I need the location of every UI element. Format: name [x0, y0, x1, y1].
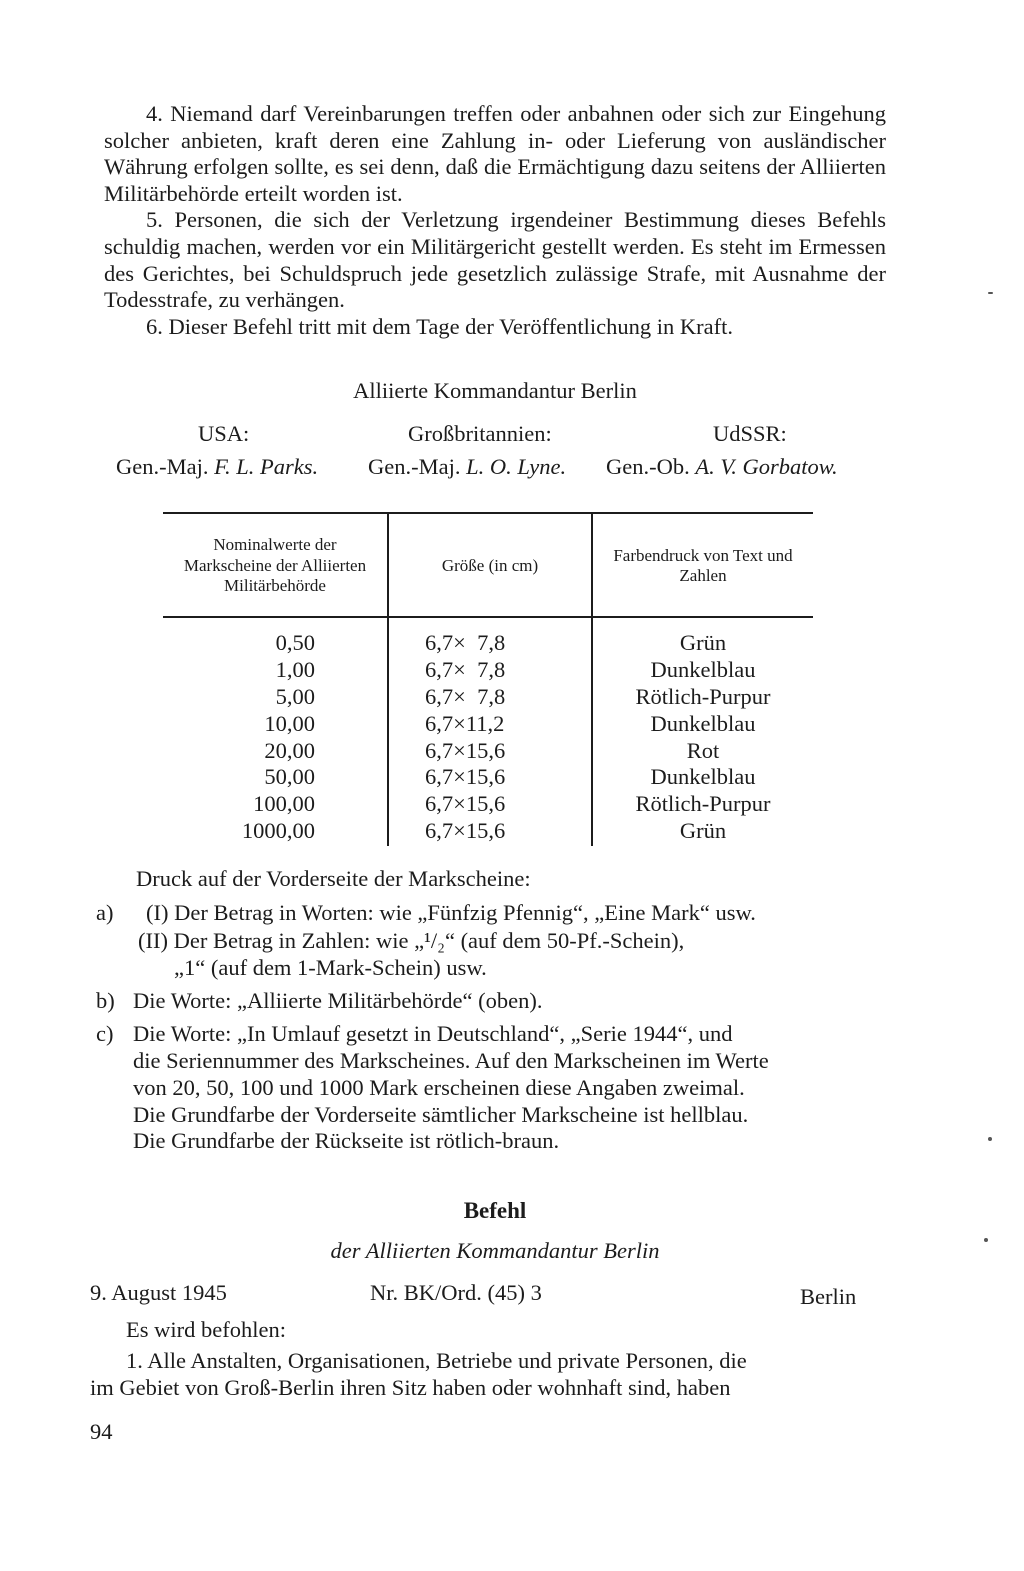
cell-size: 6,7×15,6: [425, 818, 506, 844]
cell-size: 6,7× 7,8: [425, 630, 506, 655]
cell-value: 1,00: [275, 656, 315, 682]
table-header-nominal: Nominalwerte der Markscheine der Alliierten Militärbehörde: [183, 535, 367, 596]
cell-value: 0,50: [275, 630, 315, 655]
cell-color: Rötlich-Purpur: [635, 683, 771, 709]
order-paragraph-1: 1. Alle Anstalten, Organisationen, Betriebe und private Personen, die: [126, 1348, 747, 1373]
cell-value: 5,00: [275, 683, 315, 709]
table-rule-top: [163, 512, 813, 514]
order-date: 9. August 1945: [90, 1280, 227, 1305]
note-c-3: von 20, 50, 100 und 1000 Mark erscheinen diese Angaben zweimal.: [133, 1075, 745, 1100]
order-paragraph-1-cont: im Gebiet von Groß-Berlin ihren Sitz haben oder wohnhaft sind, haben: [90, 1375, 731, 1400]
cell-value: 50,00: [264, 764, 315, 790]
cell-color: Rötlich-Purpur: [635, 791, 771, 817]
cell-value: 20,00: [264, 737, 315, 763]
notes-intro: Druck auf der Vorderseite der Markscheine:: [136, 866, 531, 891]
note-c-1: Die Worte: „In Umlauf gesetzt in Deutschland“, „Serie 1944“, und: [133, 1021, 733, 1046]
note-c-4: Die Grundfarbe der Vorderseite sämtlicher Markscheine ist hellblau.: [133, 1102, 749, 1127]
signatory-udssr: [606, 454, 838, 480]
banknote-table: [163, 512, 813, 848]
scan-speck: [988, 1137, 992, 1141]
table-header-color: Farbendruck von Text und Zahlen: [613, 545, 793, 585]
cell-color: Rot: [686, 737, 720, 763]
cell-value: 100,00: [253, 791, 315, 817]
cell-color: Dunkelblau: [650, 710, 756, 736]
table-row: [163, 630, 813, 657]
order-subtitle: der Alliierten Kommandantur Berlin: [330, 1238, 660, 1263]
cell-size: 6,7×15,6: [425, 737, 506, 763]
cell-value: 1000,00: [241, 818, 315, 844]
cell-color: Grün: [679, 818, 727, 844]
page-number: 94: [90, 1419, 113, 1444]
order-intro: Es wird befohlen:: [126, 1317, 286, 1342]
paragraph-6: 6. Dieser Befehl tritt mit dem Tage der Veröffentlichung in Kraft.: [146, 313, 734, 339]
signatory-name: F. L. Parks.: [214, 454, 319, 479]
signatory-country-udssr: UdSSR:: [713, 421, 787, 446]
authority-heading: Alliierte Kommandantur Berlin: [353, 378, 637, 403]
cell-size: 6,7×11,2: [425, 710, 505, 736]
note-a-2: (II) Der Betrag in Zahlen: wie „¹/₂“ (auf dem 50-Pf.-Schein),: [138, 928, 685, 953]
cell-value: 10,00: [264, 710, 315, 736]
signatory-rank: Gen.-Maj.: [116, 454, 209, 479]
paragraph-4: 4. Niemand darf Vereinbarungen treffen oder anbahnen oder sich zur Eingehung solcher anbieten, kraft deren eine Zahlung in- oder Lieferung von ausländischer Währung erfolgen sollte, es sei denn, daß die Ermächtigung dazu seitens der Alliierten Militärbehörde erteilt worden ist.: [104, 101, 886, 206]
note-c-label: c): [96, 1021, 114, 1046]
table-row: [163, 791, 813, 818]
order-paragraphs: [104, 101, 886, 340]
table-row: [163, 764, 813, 791]
table-row: [163, 684, 813, 711]
note-c-2: die Seriennummer des Markscheines. Auf den Markscheinen im Werte: [133, 1048, 769, 1073]
note-a-1: (I) Der Betrag in Worten: wie „Fünfzig Pfennig“, „Eine Mark“ usw.: [146, 900, 756, 925]
cell-size: 6,7×15,6: [425, 791, 506, 817]
signatory-name: L. O. Lyne.: [466, 454, 567, 479]
note-b-label: b): [96, 988, 115, 1013]
order-title: Befehl: [463, 1198, 527, 1223]
table-row: [163, 818, 813, 845]
paragraph-5: 5. Personen, die sich der Verletzung irgendeiner Bestimmung dieses Befehls schuldig machen, werden vor ein Militärgericht gestellt werden. Es steht im Ermessen des Gerichtes, bei Schuldspruch jede gesetzlich zulässige Strafe, mit Ausnahme der Todesstrafe, zu verhängen.: [104, 207, 886, 313]
note-a-2-cont: „1“ (auf dem 1-Mark-Schein) usw.: [174, 955, 487, 980]
cell-color: Dunkelblau: [650, 656, 756, 682]
cell-color: Dunkelblau: [650, 764, 756, 790]
cell-size: 6,7× 7,8: [425, 656, 506, 682]
signatory-usa: [116, 454, 318, 480]
signatory-country-gb: Großbritannien:: [408, 421, 552, 446]
cell-color: Grün: [679, 630, 727, 655]
table-rule-header: [163, 616, 813, 618]
scan-speck: [984, 1238, 988, 1242]
signatory-name: A. V. Gorbatow.: [695, 454, 838, 479]
table-row: [163, 711, 813, 738]
cell-size: 6,7×15,6: [425, 764, 506, 790]
table-body: [163, 630, 813, 845]
signatory-gb: [368, 454, 566, 480]
note-b: Die Worte: „Alliierte Militärbehörde“ (oben).: [133, 988, 543, 1013]
note-a-label: a): [96, 900, 114, 925]
signatory-rank: Gen.-Maj.: [368, 454, 461, 479]
cell-size: 6,7× 7,8: [425, 683, 506, 709]
signatory-country-usa: USA:: [198, 421, 250, 446]
table-row: [163, 738, 813, 765]
signatory-rank: Gen.-Ob.: [606, 454, 690, 479]
scan-speck: [988, 292, 993, 294]
table-row: [163, 657, 813, 684]
order-place: Berlin: [800, 1284, 857, 1309]
table-header-size: Größe (in cm): [441, 555, 539, 575]
order-number: Nr. BK/Ord. (45) 3: [370, 1280, 542, 1305]
note-c-5: Die Grundfarbe der Rückseite ist rötlich-braun.: [133, 1128, 560, 1153]
